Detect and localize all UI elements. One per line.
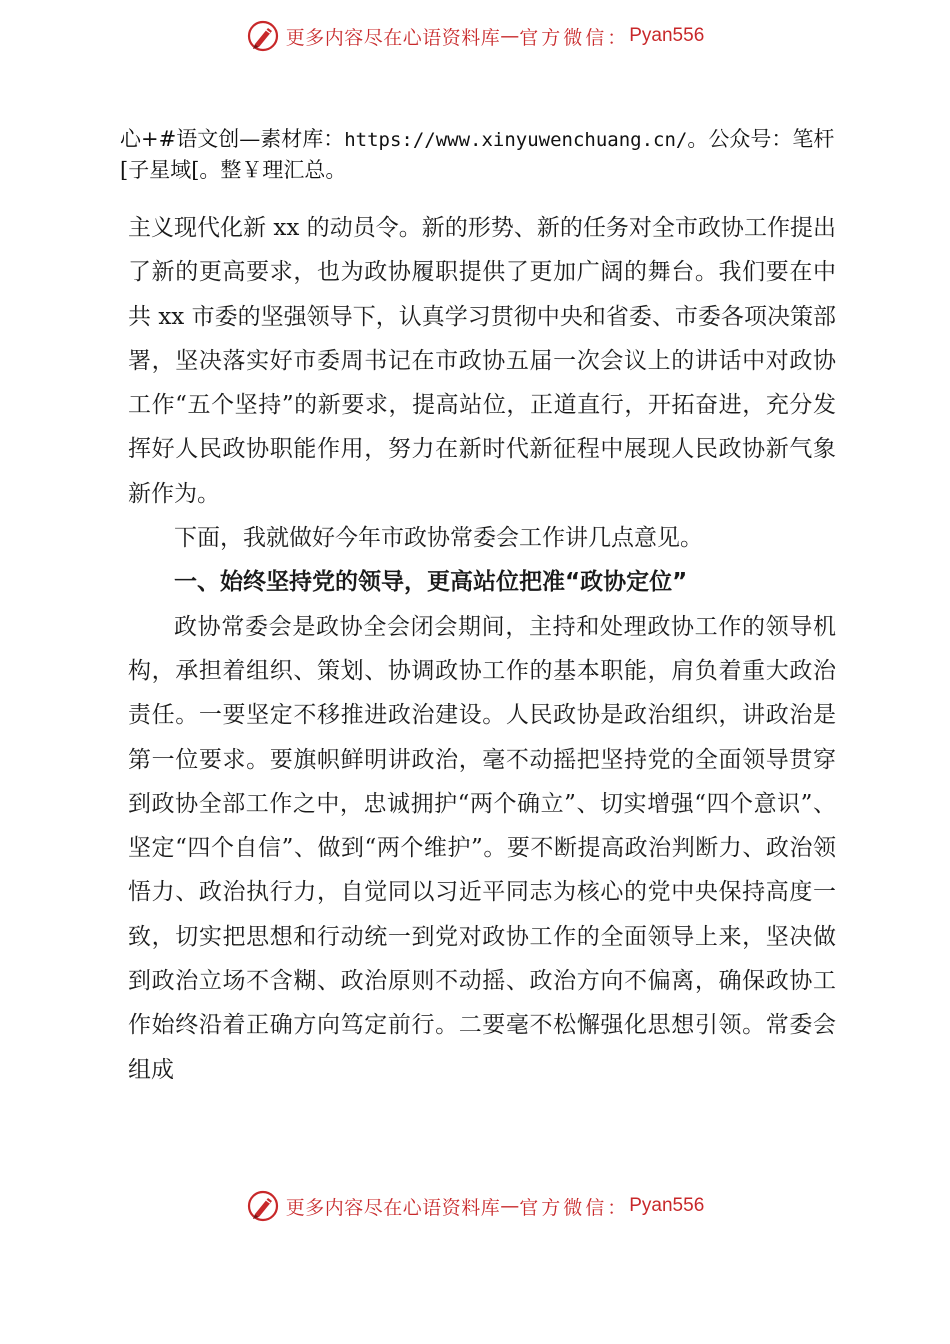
source-prefix: 心+#语文创—素材库： <box>120 127 345 151</box>
section-heading: 一、始终坚持党的领导，更高站位把准“政协定位” <box>174 569 688 596</box>
banner-text: 更多内容尽在心语资料库 <box>285 26 501 49</box>
footer-banner <box>0 1184 950 1228</box>
banner-separator: — <box>500 25 520 47</box>
pen-logo-icon <box>246 1189 280 1223</box>
banner-wechat-label: 官方微信： <box>519 1196 630 1219</box>
banner-wechat-label: 官方微信： <box>519 26 630 49</box>
document-body <box>128 206 836 1092</box>
header-banner <box>0 14 950 58</box>
banner-separator: — <box>500 1195 520 1217</box>
banner-wechat-id: Pyan556 <box>629 25 705 46</box>
source-suffix: 。公众号：笔杆[子星域[。整￥理汇总。 <box>120 127 835 182</box>
paragraph-continuation: 主义现代化新 xx 的动员令。新的形势、新的任务对全市政协工作提出了新的更高要求，也为政协履职提供了更加广阔的舞台。我们要在中共 xx 市委的坚强领导下，认真学习贯彻中央和省委、市委各项决策部署，坚决落实好市委周书记在市政协五届一次会议上的讲话中对政协工作“五个坚持”的新要求，提高站位，正道直行，开拓奋进，充分发挥好人民政协职能作用，努力在新时代新征程中展现人民政协新气象新作为。 <box>128 215 836 507</box>
pen-logo-icon <box>246 19 280 53</box>
banner-wechat-id: Pyan556 <box>629 1195 705 1216</box>
banner-text: 更多内容尽在心语资料库 <box>285 1196 501 1219</box>
source-url[interactable]: https://www.xinyuwenchuang.cn/ <box>344 129 688 151</box>
paragraph-body: 政协常委会是政协全会闭会期间，主持和处理政协工作的领导机构，承担着组织、策划、协调政协工作的基本职能，肩负着重大政治责任。一要坚定不移推进政治建设。人民政协是政治组织，讲政治是第一位要求。要旗帜鲜明讲政治，毫不动摇把坚持党的全面领导贯穿到政协全部工作之中，忠诚拥护“两个确立”、切实增强“四个意识”、坚定“四个自信”、做到“两个维护”。要不断提高政治判断力、政治领悟力、政治执行力，自觉同以习近平同志为核心的党中央保持高度一致，切实把思想和行动统一到党对政协工作的全面领导上来，坚决做到政治立场不含糊、政治原则不动摇、政治方向不偏离，确保政协工作始终沿着正确方向笃定前行。二要毫不松懈强化思想引领。常委会组成 <box>128 613 836 1083</box>
source-line <box>120 124 840 185</box>
paragraph-intro: 下面，我就做好今年市政协常委会工作讲几点意见。 <box>174 525 703 552</box>
